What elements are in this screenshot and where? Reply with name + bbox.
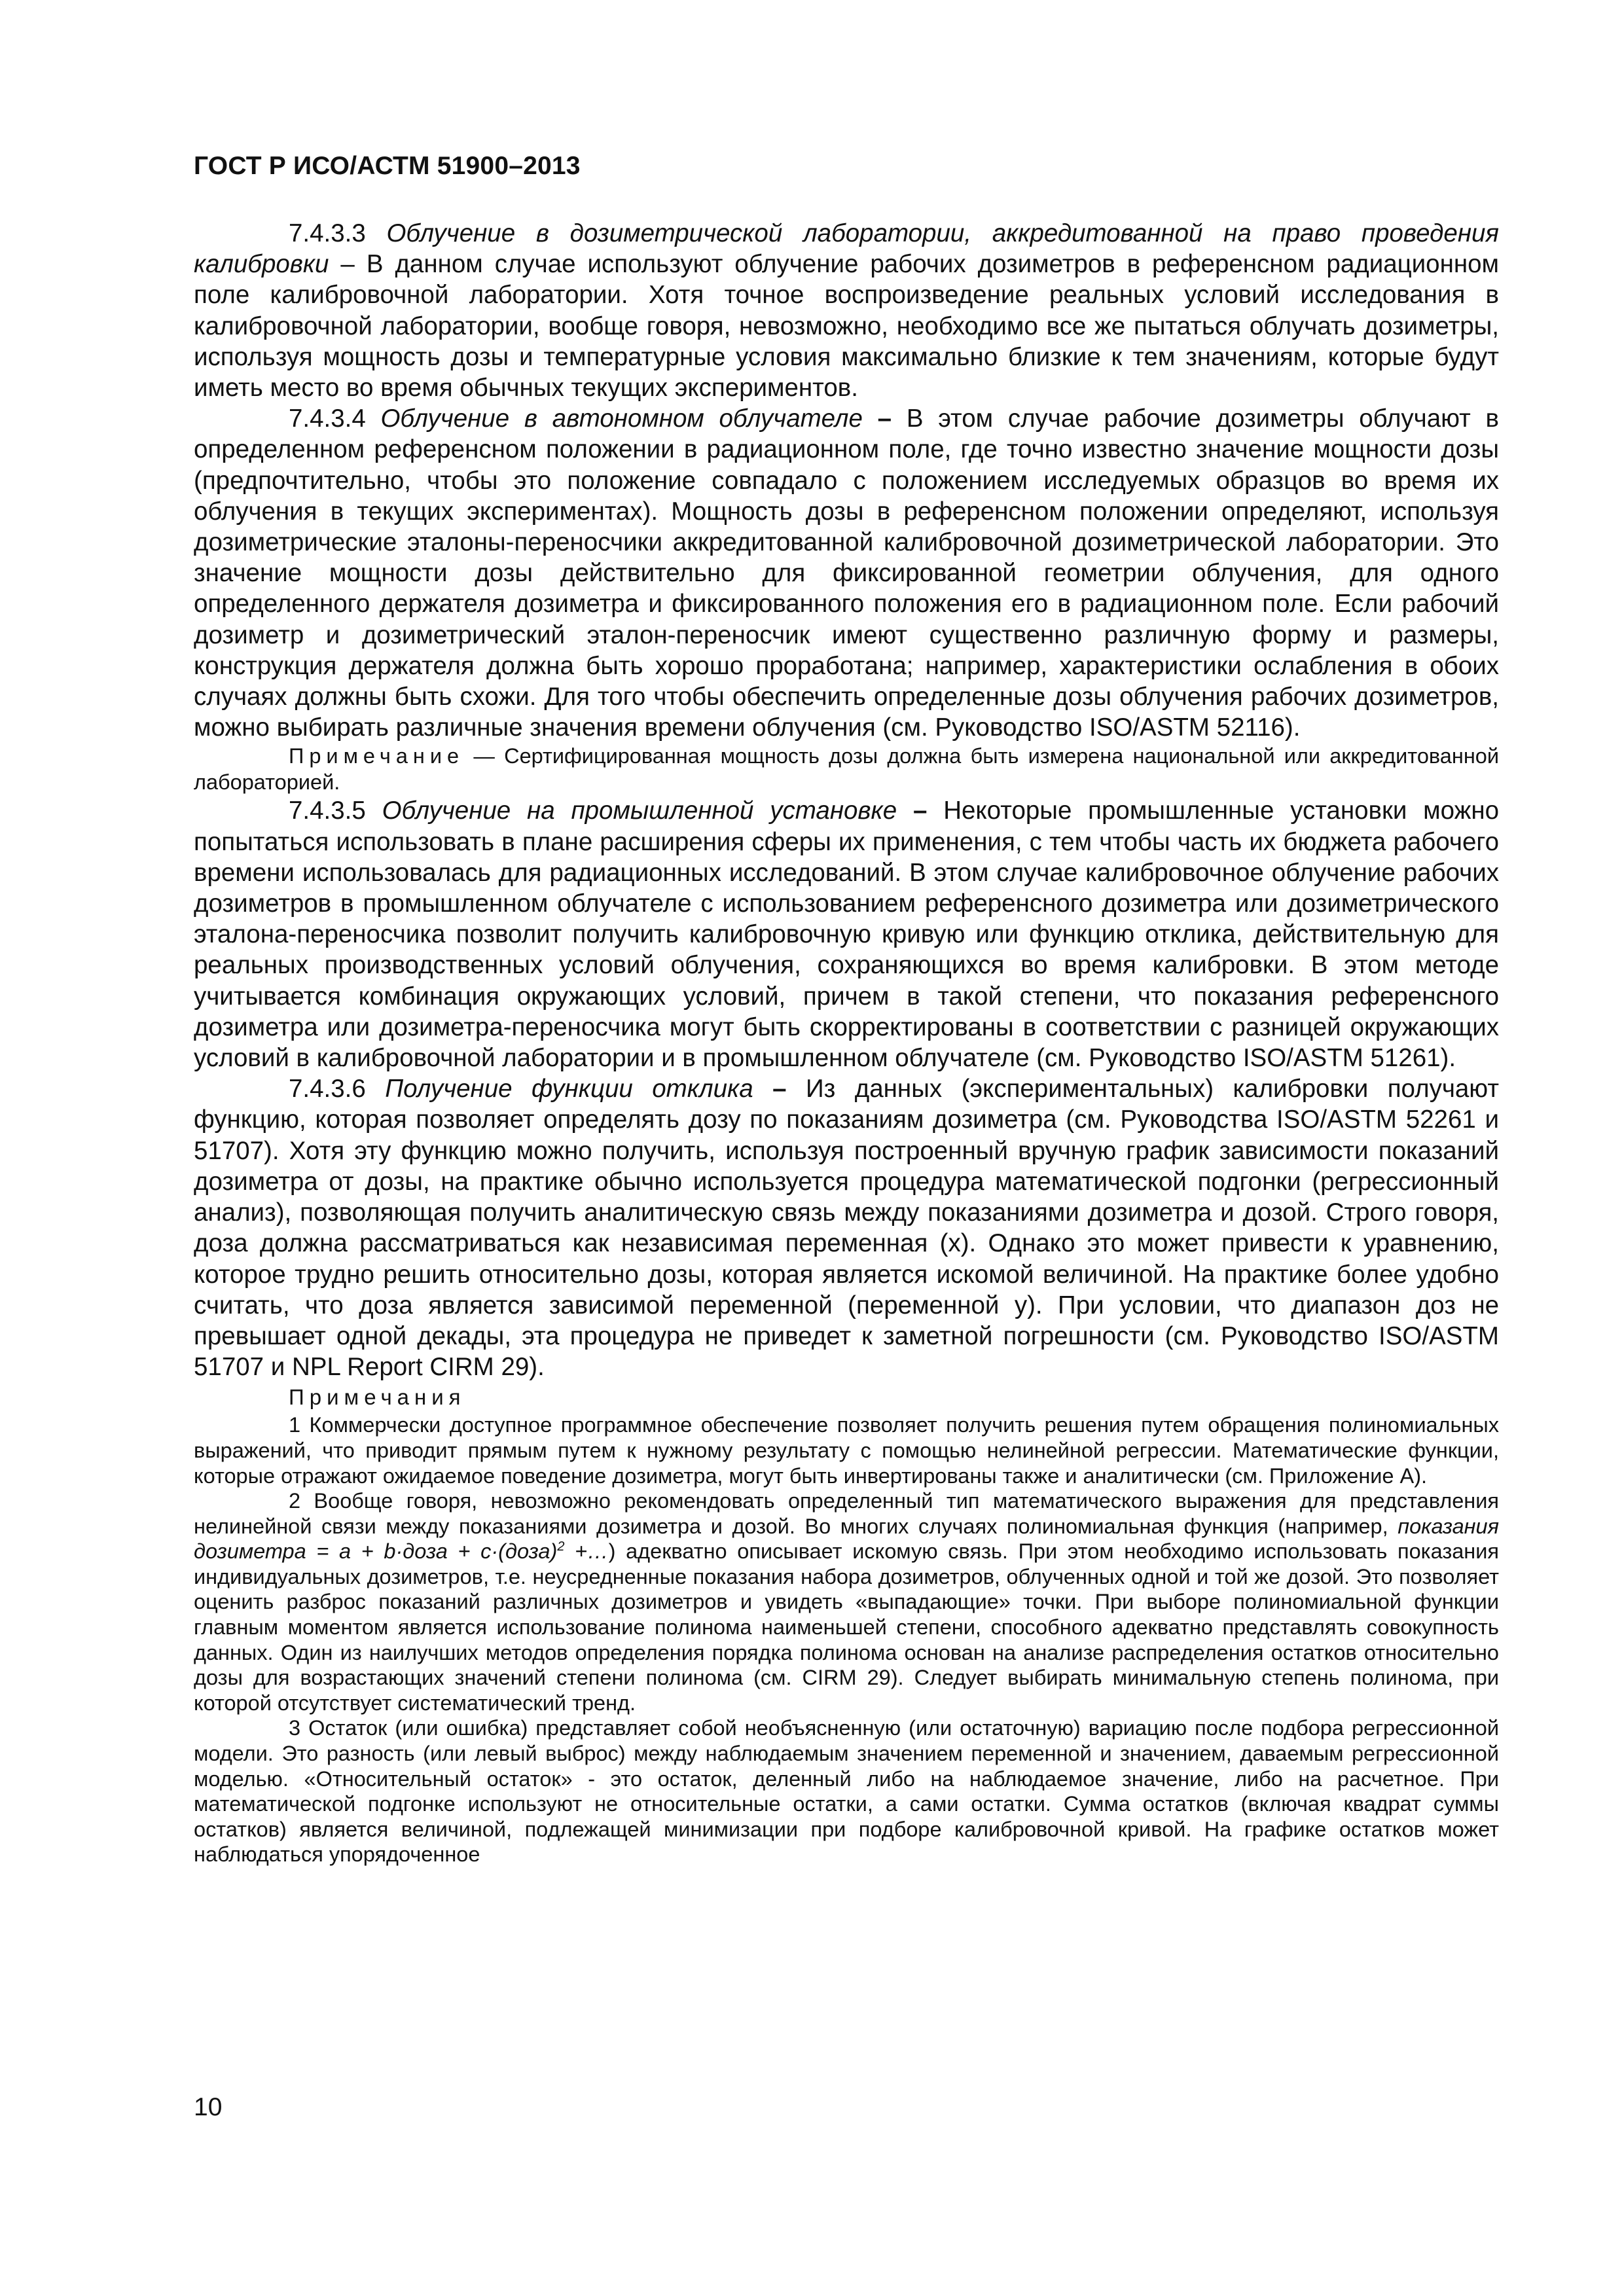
section-title: Облучение в автономном облучателе xyxy=(380,404,863,433)
note-text-after: ) адекватно описывает искомую связь. При этом необходимо использовать показания индивидуальных дозиметров, т.е. неусредненные показания набора дозиметров, облученных одной и той же дозой. Это позволяет оценить разброс показаний различных дозиметров и увидеть «выпадающие» точки. При выборе полиномиальной функции главным моментом является использование полинома наименьшей степени, способного адекватно представлять совокупность данных. Один из наилучших методов определения порядка полинома основан на анализе распределения остатков относительно дозы для возрастающих значений степени полинома (см. CIRM 29). Следует выбирать минимальную степень полинома, при которой отсутствует систематический тренд. xyxy=(194,1539,1499,1715)
section-dash: – xyxy=(912,797,928,825)
page-number: 10 xyxy=(194,2093,223,2121)
section-body: В данном случае используют облучение рабочих дозиметров в референсном радиационном поле калибровочной лаборатории. Хотя точное воспроизведение реальных условий исследования в калибровочной лаборатории, вообще говоря, невозможно, необходимо все же пытаться облучать дозиметры, используя мощность дозы и температурные условия максимально близкие к тем значениям, которые будут иметь место во время обычных текущих экспериментов. xyxy=(194,250,1499,403)
section-number: 7.4.3.5 xyxy=(289,797,366,825)
section-title: Облучение на промышленной установке xyxy=(382,797,897,825)
document-header: ГОСТ Р ИСО/АСТМ 51900–2013 xyxy=(194,152,581,180)
section-number: 7.4.3.4 xyxy=(289,404,366,433)
document-body xyxy=(194,218,1499,1867)
section-body: Из данных (экспериментальных) калибровки получают функцию, которая позволяет определять дозу по показаниям дозиметра (см. Руководства ISO/ASTM 52261 и 51707). Хотя эту функцию можно получить, используя построенный вручную график зависимости показаний дозиметра от дозы, на практике обычно используется процедура математической подгонки (регрессионный анализ), позволяющая получить аналитическую связь между показаниями дозиметра и дозой. Строго говоря, доза должна рассматриваться как независимая переменная (x). Однако это может привести к уравнению, которое трудно решить относительно дозы, которая является искомой величиной. На практике более удобно считать, что доза является зависимой переменной (переменной y). При условии, что диапазон доз не превышает одной декады, эта процедура не приведет к заметной погрешности (см. Руководство ISO/ASTM 51707 и NPL Report CIRM 29). xyxy=(194,1075,1499,1382)
section-number: 7.4.3.6 xyxy=(289,1075,366,1103)
document-page xyxy=(194,0,1499,2296)
section-7-4-3-5 xyxy=(194,795,1499,1073)
section-title: Облучение в дозиметрической лаборатории, аккредитованной на право проведения калибровки xyxy=(194,219,1499,279)
section-body: Некоторые промышленные установки можно попытаться использовать в плане расширения сферы их применения, с тем чтобы часть их бюджета рабочего времени использовалась для радиационных исследований. В этом случае калибровочное облучение рабочих дозиметров в промышленном облучателе с использованием референсного дозиметра или дозиметрического эталона-переносчика позволит получить калибровочную кривую или функцию отклика, действительную для реальных производственных условий облучения, сохраняющихся во время калибровки. В этом методе учитывается комбинация окружающих условий, причем в такой степени, что показания референсного дозиметра или дозиметра-переносчика могут быть скорректированы в соответствии с разницей окружающих условий в калибровочной лаборатории и в промышленном облучателе (см. Руководство ISO/ASTM 51261). xyxy=(194,797,1500,1073)
section-title: Получение функции отклика xyxy=(385,1075,753,1103)
notes-heading: Примечания xyxy=(289,1385,466,1410)
note-single xyxy=(194,743,1499,795)
note-text: — Сертифицированная мощность дозы должна быть измерена национальной или аккредитованной лабораторией. xyxy=(194,744,1499,795)
note-item-2 xyxy=(194,1488,1499,1715)
section-7-4-3-6 xyxy=(194,1073,1499,1382)
note-item-1: 1 Коммерчески доступное программное обеспечение позволяет получить решения путем обращения полиномиальных выражений, что приводит прямым путем к нужному результату с помощью нелинейной регрессии. Математические функции, которые отражают ожидаемое поведение дозиметра, могут быть инвертированы также и аналитически (см. Приложение А). xyxy=(194,1413,1499,1488)
section-body: В этом случае рабочие дозиметры облучают в определенном референсном положении в радиационном поле, где точно известно значение мощности дозы (предпочтительно, чтобы это положение совпадало с положением исследуемых образцов во время их облучения в текущих экспериментах). Мощность дозы в референсном положении определяют, используя дозиметрические эталоны-переносчики аккредитованной калибровочной дозиметрической лаборатории. Это значение мощности дозы действительно для фиксированной геометрии облучения, для одного определенного держателя дозиметра и фиксированного положения его в радиационном поле. Если рабочий дозиметр и дозиметрический эталон-переносчик имеют существенно различную форму и размеры, конструкция держателя должна быть хорошо проработана; например, характеристики ослабления в обоих случаях должны быть схожи. Для того чтобы обеспечить определенные дозы облучения рабочих дозиметров, можно выбирать различные значения времени облучения (см. Руководство ISO/ASTM 52116). xyxy=(194,404,1499,742)
section-dash: – xyxy=(772,1075,787,1103)
section-7-4-3-4 xyxy=(194,403,1499,743)
note-text-before: 2 Вообще говоря, невозможно рекомендовать определенный тип математического выражения для представления нелинейной связи между показаниями дозиметра и дозой. Во многих случаях полиномиальная функция (например, xyxy=(194,1489,1499,1538)
note-formula: показания дозиметра = a + b·доза + c·(доза)$^2$ +… xyxy=(194,1514,1499,1564)
section-dash: – xyxy=(340,250,355,279)
section-7-4-3-3 xyxy=(194,218,1499,403)
section-number: 7.4.3.3 xyxy=(289,219,366,247)
section-dash: – xyxy=(877,404,892,433)
note-label: Примечание xyxy=(289,744,465,768)
note-item-3: 3 Остаток (или ошибка) представляет собой необъясненную (или остаточную) вариацию после подбора регрессионной модели. Это разность (или левый выброс) между наблюдаемым значением переменной и значением, даваемым регрессионной моделью. «Относительный остаток» - это остаток, деленный либо на наблюдаемое значение, либо на расчетное. При математической подгонке используют не относительные остатки, а сами остатки. Сумма остатков (включая квадрат суммы остатков) является величиной, подлежащей минимизации при подборе калибровочной кривой. На графике остатков может наблюдаться упорядоченное xyxy=(194,1716,1499,1867)
